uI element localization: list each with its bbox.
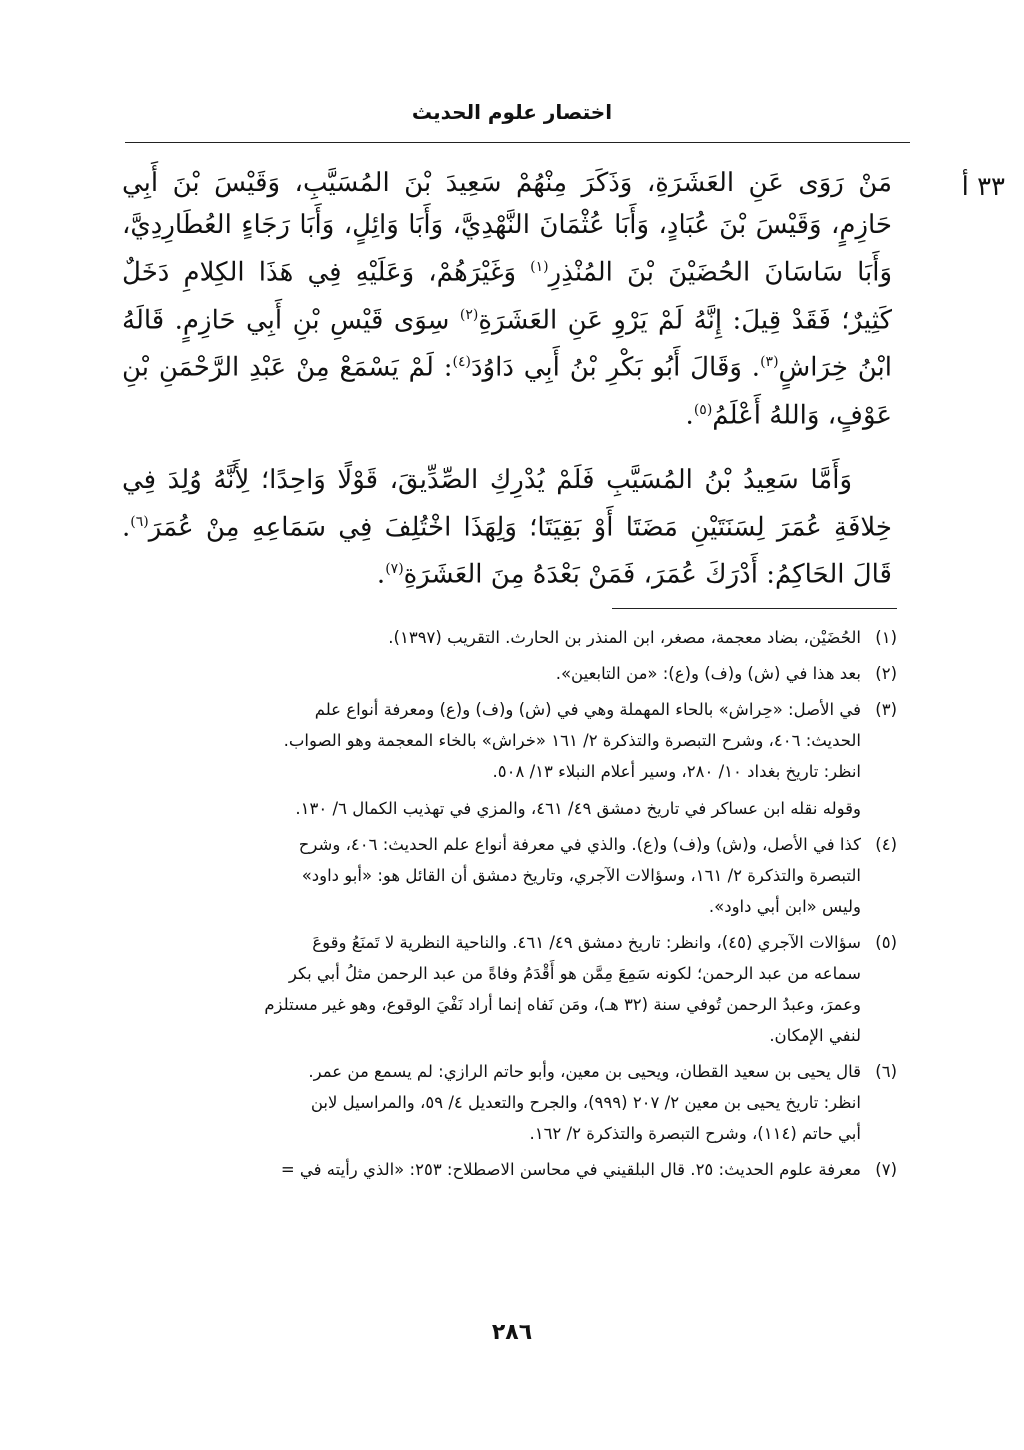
text-run: عُمَرَ، فَمَنْ بَعْدَهُ مِنَ العَشَرَةِ [403,559,697,590]
footnote-text [122,829,861,922]
footnote-line: أبي حاتم (١١٤)، وشرح التبصرة والتذكرة ٢/ ١٦٢. [529,1124,861,1143]
page-header: اختصار علوم الحديث [411,100,613,124]
footnote-line: الحُضَيْن، بضاد معجمة، مصغر، ابن المنذر بن الحارث. التقريب (١٣٩٧). [388,628,861,647]
footnote-text [122,1154,861,1185]
text-run: وَغَيْرَهُمْ، وَعَلَيْهِ فِي هَذَا الكِلامِ دَخَلٌ كَثِيرٌ؛ فَقَدْ قِيلَ: إِنَّهُ لَمْ [122,257,892,336]
footnote-line: وليس «ابن أبي داود». [708,897,861,916]
footnote-number: (٤) [875,835,897,854]
footnote-line: انظر: تاريخ يحيى بن معين ٢/ ٢٠٧ (٩٩٩)، والجرح والتعديل ٤/ ٥٩، والمراسيل لابن [310,1093,861,1112]
footnote-number: (٣) [875,700,897,719]
footnote-3 [122,694,897,824]
footnote-number: (٦) [875,1062,897,1081]
footnote-ref: (٦) [130,513,149,530]
text-run: : لَمْ يَسْمَعْ مِنْ عَبْدِ الرَّحْمَنِ بْنِ عَوْفٍ، وَاللهُ أَعْلَمُ [122,352,892,431]
footnote-ref: (٧) [385,561,404,578]
text-run: عُمَرَ لِسَنَتَيْنِ مَضَتَا أَوْ بَقِيَتَا؛ وَلِهَذَا اخْتُلِفَ فِي سَمَاعِهِ مِنْ عُمَرَ [148,512,822,543]
footnote-6 [122,1056,897,1149]
text-run: عُبَادٍ، وَأَبَا عُثْمَانَ النَّهْدِيَّ، وَأَبَا وَائِلٍ، وَأَبَا رَجَاءٍ العُطَارِدِيَّ، وَأَبَا سَاسَانَ [122,210,893,288]
text-run: . وَقَالَ أَبُو بَكْرِ بْنُ [569,352,761,383]
footnote-5 [122,927,897,1051]
footnote-line: بعد هذا في (ش) و(ف) و(ع): «من التابعين». [555,664,861,683]
footnote-text [122,927,861,1051]
footnote-line: سماعه من عبد الرحمن؛ لكونه سَمِعَ مِمَّن هو أَقْدَمُ وفاةً من عبد الرحمن مثلُ أبي بكر [288,964,861,983]
text-run: وَأَمَّا سَعِيدُ بْنُ المُسَيَّبِ فَلَمْ يُدْرِكِ الصِّدِّيقَ، قَوْلًا وَاحِدًا؛ لِأَنَّهُ وُلِدَ فِي خِلافَةِ [122,464,893,543]
footnote-line: وقوله نقله ابن عساكر في تاريخ دمشق ٤٩/ ٤٦١، والمزي في تهذيب الكمال ٦/ ١٣٠. [295,799,861,818]
text-run: أَبِي دَاوُدَ [470,352,560,383]
footnotes [122,622,897,1190]
footnote-ref: (٣) [760,354,779,371]
footnote-text [122,694,861,824]
text-run: . [376,559,386,590]
page-number: ٢٨٦ [491,1320,533,1345]
footnote-number: (٢) [875,664,897,683]
margin-note: ٣٣ أ [961,172,1005,202]
footnote-line: الحديث: ٤٠٦، وشرح التبصرة والتذكرة ٢/ ١٦١ «خراش» بالخاء المعجمة وهو الصواب. [283,731,861,750]
footnote-ref: (٢) [459,306,479,323]
footnote-text [122,1056,861,1149]
text-run: يَرْوِ عَنِ العَشَرَةِ [478,305,648,336]
footnote-line: قال يحيى بن سعيد القطان، ويحيى بن معين، وأبو حاتم الرازي: لم يسمع من عمر. [308,1062,861,1081]
text-run: . [685,400,694,431]
footnote-rule [612,608,897,609]
footnote-line: التبصرة والتذكرة ٢/ ١٦١، وسؤالات الآجري، وتاريخ دمشق أن القائل هو: «أبو داود» [301,866,861,885]
footnote-number: (٥) [875,933,897,952]
footnote-line: معرفة علوم الحديث: ٢٥. قال البلقيني في محاسن الاصطلاح: ٢٥٣: «الذي رأيته في = [280,1160,861,1179]
footnote-ref: (٤) [452,354,471,371]
text-run: سِوَى قَيْسِ بْنِ أَبِي حَازِمٍ. قَالَهُ ابْنُ خِرَاشٍ [122,305,893,383]
footnote-line: في الأصل: «حِراش» بالحاء المهملة وهي في (ش) و(ف) و(ع) ومعرفة أنواع علم [314,700,861,719]
footnote-ref: (٥) [693,401,713,418]
footnote-1 [122,622,897,653]
footnote-number: (٧) [875,1160,897,1179]
text-run: . قَالَ الحَاكِمُ: أَدْرَكَ [122,512,892,590]
text-run: مَنْ رَوَى عَنِ العَشَرَةِ، وَذَكَرَ مِنْهُمْ سَعِيدَ بْنَ المُسَيَّبِ، وَقَيْسَ بْنَ أَبِي حَازِمٍ، وَقَيْسَ بْنَ [122,168,893,240]
footnote-line: لنفي الإمكان. [769,1026,861,1045]
footnote-line: وعمرَ، وعبدُ الرحمن تُوفي سنة (٣٢ هـ)، ومَن نَفاه إنما أراد نَفْيَ الوقوع، وهو غير مستلزم [264,995,861,1014]
footnote-text [122,658,861,689]
footnote-text [122,622,861,653]
footnote-line: انظر: تاريخ بغداد ١٠/ ٢٨٠، وسير أعلام النبلاء ١٣/ ٥٠٨. [492,762,861,781]
main-text [122,162,892,596]
footnote-line: كذا في الأصل، و(ش) و(ف) و(ع). والذي في معرفة أنواع علم الحديث: ٤٠٦، وشرح [298,835,861,854]
footnote-number: (١) [875,628,897,647]
main-paragraph-1 [122,162,892,437]
footnote-ref: (١) [530,259,549,275]
main-paragraph-2 [122,459,892,596]
footnote-2 [122,658,897,689]
footnote-line: سؤالات الآجري (٤٥)، وانظر: تاريخ دمشق ٤٩/ ٤٦١. والناحية النظرية لا تَمنَعُ وقوعَ [312,933,861,952]
header-rule [125,142,910,143]
footnote-4 [122,829,897,922]
footnote-7 [122,1154,897,1185]
text-run: الحُضَيْنَ بْنَ المُنْذِرِ [548,257,751,288]
